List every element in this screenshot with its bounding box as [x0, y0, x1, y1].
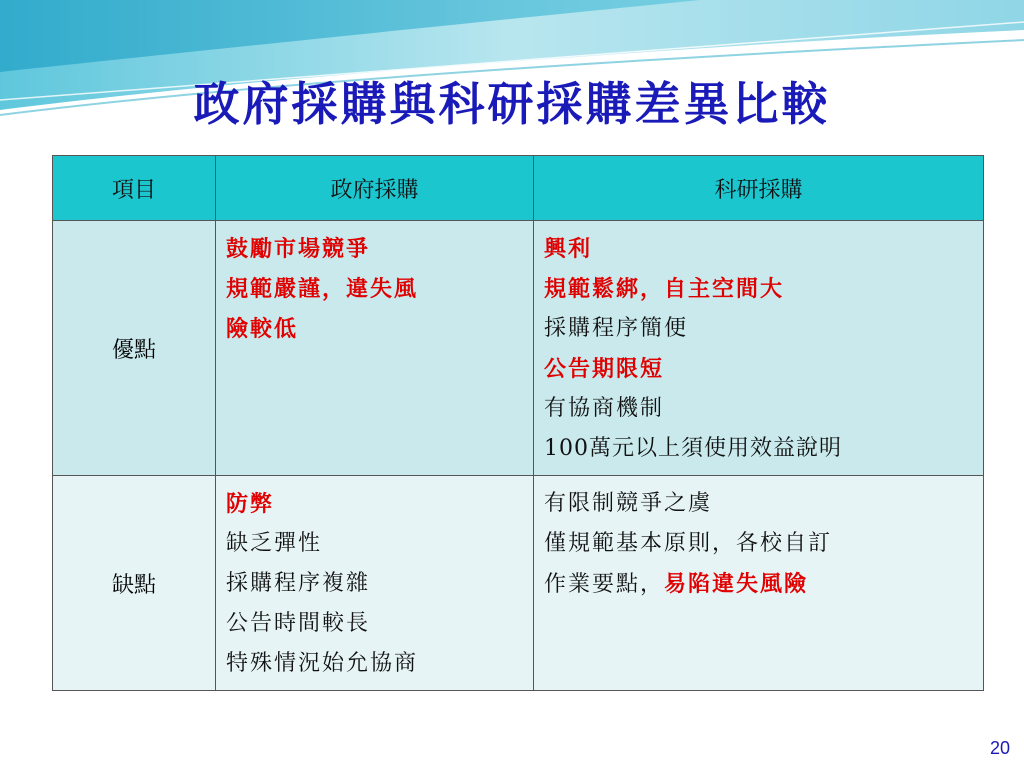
page-number: 20	[989, 738, 1010, 758]
cell-gov-disadvantages	[216, 476, 534, 691]
gov-dis-line-5: 特殊情況始允協商	[226, 651, 419, 676]
row-label-disadvantages: 缺點	[53, 476, 216, 691]
header-gov-procurement: 政府採購	[216, 156, 534, 221]
gov-dis-line-2: 缺乏彈性	[226, 531, 323, 556]
header-sci-procurement: 科研採購	[534, 156, 984, 221]
sci-dis-line-3-highlight: 易陷違失風險	[664, 571, 809, 597]
comparison-table	[52, 155, 984, 691]
cell-sci-disadvantages	[534, 476, 984, 691]
header-item: 項目	[53, 156, 216, 221]
cell-sci-advantages	[534, 221, 984, 476]
sci-dis-line-3	[544, 564, 975, 605]
sci-adv-line-2: 規範鬆綁，自主空間大	[544, 276, 785, 302]
table-header-row	[53, 156, 984, 221]
gov-adv-line-1: 鼓勵市場競爭	[226, 236, 371, 262]
sci-adv-line-6: 100萬元以上須使用效益說明	[544, 436, 842, 461]
page-title: 政府採購與科研採購差異比較	[193, 77, 831, 131]
gov-dis-line-3: 採購程序複雜	[226, 571, 371, 596]
sci-dis-line-3-plain: 作業要點，	[544, 572, 665, 597]
sci-dis-line-1: 有限制競爭之虞	[544, 491, 713, 516]
sci-adv-line-4: 公告期限短	[544, 356, 665, 382]
row-label-advantages: 優點	[53, 221, 216, 476]
gov-adv-line-2: 規範嚴謹，違失風	[226, 276, 419, 302]
table-row-advantages	[53, 221, 984, 476]
gov-adv-line-3: 險較低	[226, 316, 299, 342]
sci-adv-line-3: 採購程序簡便	[544, 316, 689, 341]
gov-dis-line-4: 公告時間較長	[226, 611, 371, 636]
sci-adv-line-5: 有協商機制	[544, 396, 665, 421]
cell-gov-advantages	[216, 221, 534, 476]
sci-adv-line-1: 興利	[544, 236, 593, 262]
gov-dis-line-1: 防弊	[226, 491, 275, 517]
sci-dis-line-2: 僅規範基本原則，各校自訂	[544, 531, 833, 556]
table-row-disadvantages	[53, 476, 984, 691]
